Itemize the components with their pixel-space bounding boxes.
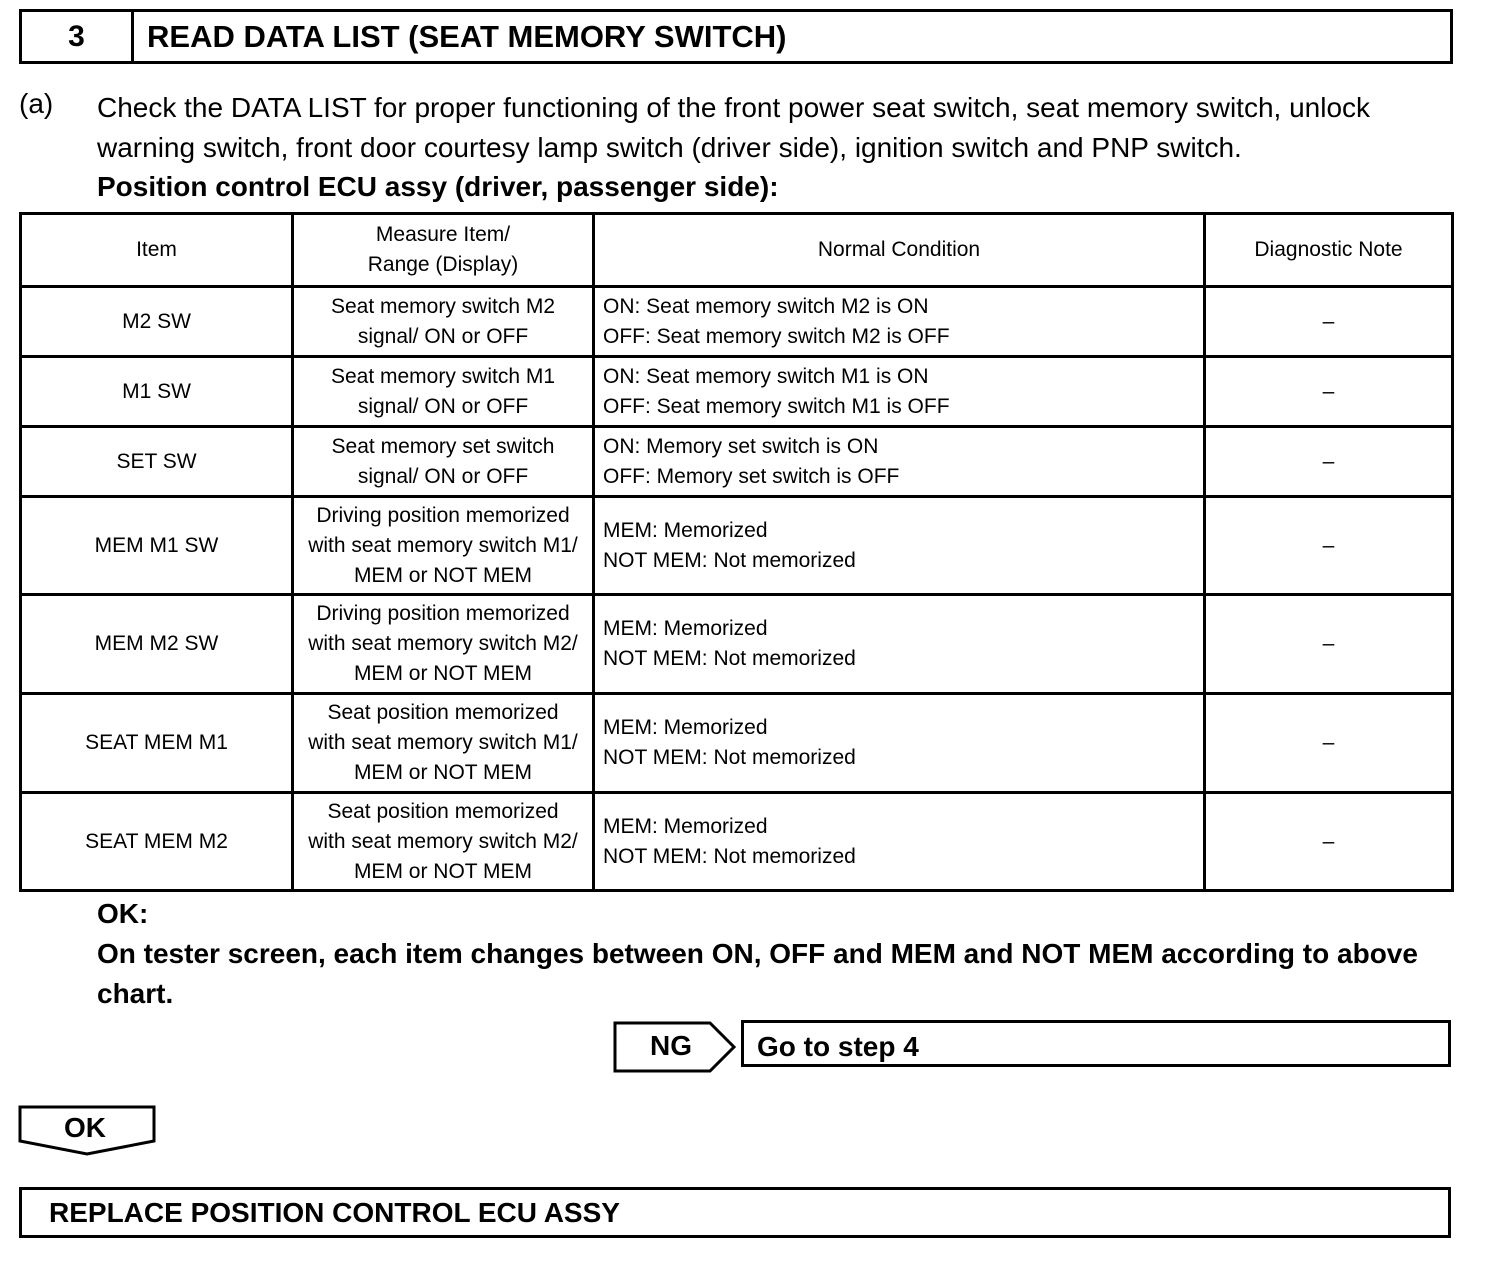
table-row (21, 497, 1453, 595)
cell-normal-line: MEM: Memorized (603, 617, 768, 640)
instruction-text: Check the DATA LIST for proper functioning of the front power seat switch, seat memory switch, unlock warning switch, front door courtesy lamp switch (driver side), ignition switch and PNP switch. (97, 92, 1371, 163)
ok-label: OK (64, 1112, 106, 1143)
cell-measure-line: with seat memory switch M2/ (308, 632, 578, 655)
cell-item: SEAT MEM M2 (21, 793, 293, 891)
header-measure-line: Measure Item/ (375, 223, 511, 246)
cell-measure-line: MEM or NOT MEM (353, 859, 533, 883)
cell-normal-line: NOT MEM: Not memorized (603, 844, 856, 868)
cell-item: SEAT MEM M1 (21, 694, 293, 793)
table-row (21, 427, 1453, 497)
cell-measure-line: signal/ ON or OFF (357, 324, 529, 348)
cell-diagnostic-note: – (1205, 357, 1453, 427)
cell-normal-condition (594, 427, 1205, 497)
cell-normal-condition (594, 694, 1205, 793)
header-diagnostic-note: Diagnostic Note (1205, 214, 1453, 287)
instruction-label: (a) (19, 88, 54, 119)
cell-measure-line: MEM or NOT MEM (353, 761, 533, 784)
step-header (19, 9, 1453, 64)
cell-normal-line: MEM: Memorized (603, 518, 768, 542)
ng-action-box: Go to step 4 (741, 1020, 1451, 1067)
ng-label: NG (650, 1030, 692, 1061)
cell-measure-line: with seat memory switch M2/ (308, 829, 578, 853)
cell-measure (293, 793, 594, 891)
cell-normal-line: ON: Seat memory switch M1 is ON (603, 364, 929, 388)
header-normal-condition: Normal Condition (594, 214, 1205, 287)
cell-normal-line: NOT MEM: Not memorized (603, 647, 856, 670)
table-header-row (21, 214, 1453, 287)
table-row (21, 357, 1453, 427)
cell-normal-line: OFF: Seat memory switch M1 is OFF (603, 394, 950, 418)
cell-diagnostic-note: – (1205, 793, 1453, 891)
header-measure-line: Range (Display) (367, 253, 519, 276)
header-item: Item (21, 214, 293, 287)
cell-measure-line: MEM or NOT MEM (353, 563, 533, 587)
cell-measure (293, 287, 594, 357)
table-row (21, 287, 1453, 357)
cell-measure-line: Seat position memorized (327, 799, 559, 823)
cell-measure-line: Driving position memorized (316, 503, 570, 527)
cell-item: MEM M2 SW (21, 595, 293, 694)
step-number: 3 (22, 12, 134, 61)
cell-measure-line: with seat memory switch M1/ (308, 731, 578, 754)
cell-measure (293, 357, 594, 427)
cell-normal-line: OFF: Memory set switch is OFF (603, 464, 900, 488)
cell-measure-line: with seat memory switch M1/ (308, 533, 578, 557)
cell-item: M2 SW (21, 287, 293, 357)
cell-item: MEM M1 SW (21, 497, 293, 595)
table-row (21, 694, 1453, 793)
cell-measure-line: Seat memory set switch (331, 434, 555, 458)
header-measure (293, 214, 594, 287)
instruction-paragraph (97, 88, 1462, 207)
cell-measure-line: signal/ ON or OFF (357, 394, 529, 418)
cell-measure-line: MEM or NOT MEM (353, 662, 533, 685)
table-body (21, 287, 1453, 891)
cell-normal-condition (594, 497, 1205, 595)
cell-normal-line: ON: Seat memory switch M2 is ON (603, 294, 929, 318)
table-row (21, 793, 1453, 891)
cell-diagnostic-note: – (1205, 287, 1453, 357)
cell-normal-line: OFF: Seat memory switch M2 is OFF (603, 324, 950, 348)
ok-criteria-text: On tester screen, each item changes between ON, OFF and MEM and NOT MEM according to above chart. (97, 938, 1418, 1009)
data-list-table (19, 212, 1454, 892)
cell-normal-line: MEM: Memorized (603, 716, 768, 739)
cell-item: M1 SW (21, 357, 293, 427)
cell-measure-line: Driving position memorized (316, 602, 570, 625)
cell-measure-line: Seat position memorized (327, 701, 559, 724)
step-title: READ DATA LIST (SEAT MEMORY SWITCH) (147, 18, 787, 54)
cell-normal-condition (594, 595, 1205, 694)
cell-measure (293, 694, 594, 793)
cell-diagnostic-note: – (1205, 694, 1453, 793)
cell-normal-line: MEM: Memorized (603, 814, 768, 838)
cell-normal-line: ON: Memory set switch is ON (603, 434, 879, 458)
cell-diagnostic-note: – (1205, 595, 1453, 694)
cell-measure (293, 497, 594, 595)
cell-measure (293, 595, 594, 694)
ok-criteria (97, 894, 1467, 1014)
cell-normal-condition (594, 357, 1205, 427)
cell-item: SET SW (21, 427, 293, 497)
cell-normal-condition (594, 287, 1205, 357)
cell-diagnostic-note: – (1205, 427, 1453, 497)
cell-normal-condition (594, 793, 1205, 891)
cell-measure-line: Seat memory switch M2 (330, 294, 556, 318)
cell-measure-line: Seat memory switch M1 (330, 364, 556, 388)
final-action-box: REPLACE POSITION CONTROL ECU ASSY (19, 1187, 1451, 1238)
cell-normal-line: NOT MEM: Not memorized (603, 746, 856, 769)
table-row (21, 595, 1453, 694)
ok-criteria-label: OK: (97, 898, 149, 929)
cell-measure (293, 427, 594, 497)
cell-diagnostic-note: – (1205, 497, 1453, 595)
cell-normal-line: NOT MEM: Not memorized (603, 548, 856, 572)
cell-measure-line: signal/ ON or OFF (357, 464, 529, 488)
instruction-subheading: Position control ECU assy (driver, passenger side): (97, 171, 779, 202)
